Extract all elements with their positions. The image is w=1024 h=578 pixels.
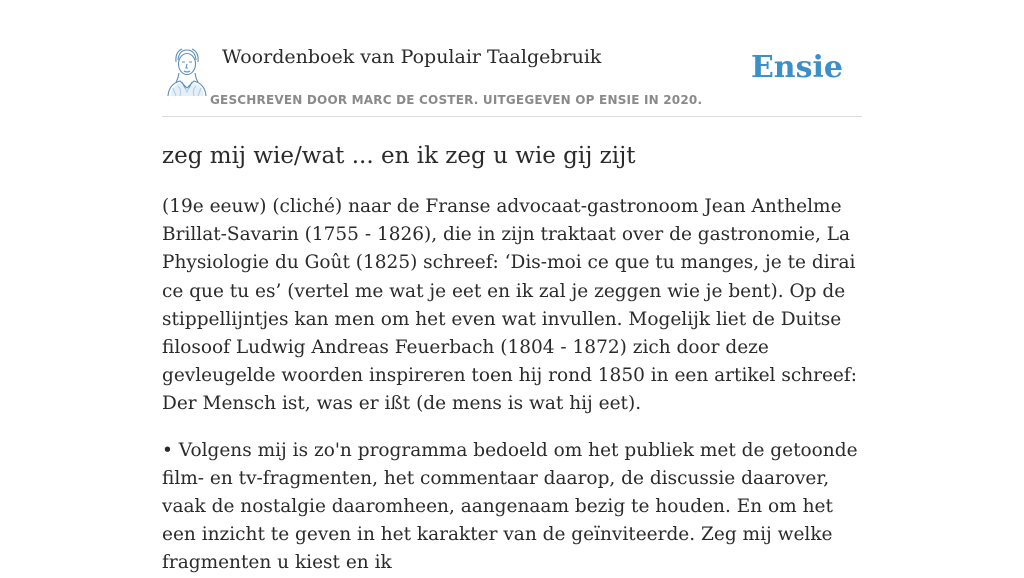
author-portrait-icon[interactable] [164, 46, 210, 96]
page [162, 0, 862, 578]
entry-paragraph-1: (19e eeuw) (cliché) naar de Franse advocaat-gastronoom Jean Anthelme Brillat-Savarin (1755 - 1826), die in zijn traktaat over de gastronomie, La Physiologie du Goût (1825) schreef: ‘Dis-moi ce que tu manges, je te dirai ce que tu es’ (vertel me wat je eet en ik zal je zeggen wie je bent). Op de stippellijntjes kan men om het even wat invullen. Mogelijk liet de Duitse filosoof Ludwig Andreas Feuerbach (1804 - 1872) zich door deze gevleugelde woorden inspireren toen hij rond 1850 in een artikel schreef: Der Mensch ist, was er ißt (de mens is wat hij eet). [162, 196, 857, 415]
header [162, 0, 862, 117]
entry-title: zeg mij wie/wat ... en ik zeg u wie gij zijt [162, 143, 636, 169]
brand-logo[interactable]: Ensie [750, 50, 843, 85]
entry-paragraph-2: • Volgens mij is zo'n programma bedoeld om het publiek met de getoonde film- en tv-fragmenten, het commentaar daarop, de discussie daarover, vaak de nostalgie daaromheen, aangenaam bezig te houden. En om het een inzicht te geven in het karakter van de geïnviteerde. Zeg mij welke fragmenten u kiest en ik [162, 439, 858, 574]
book-title[interactable]: Woordenboek van Populair Taalgebruik [222, 46, 602, 68]
byline: GESCHREVEN DOOR MARC DE COSTER. UITGEGEVEN OP ENSIE IN 2020. [210, 93, 703, 107]
